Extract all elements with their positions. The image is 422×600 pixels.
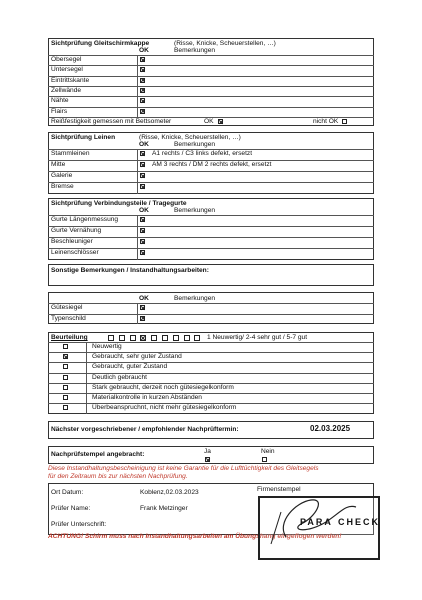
stamp-logo-para: PARA — [300, 517, 333, 527]
assessment-checkbox[interactable] — [63, 354, 68, 359]
ok-checkbox[interactable] — [140, 228, 145, 233]
remarks-header: Bemerkungen — [174, 295, 216, 302]
ok-checkbox[interactable] — [140, 98, 145, 103]
disclaimer-line-2: für den Zeitraum bis zur nächsten Nachprüfung. — [48, 473, 188, 480]
strength-label: Reißfestigkeit gemessen mit Bettsometer — [51, 118, 172, 125]
no-label: Nein — [261, 448, 275, 455]
strength-notok-checkbox[interactable] — [342, 119, 347, 124]
strength-ok-label: OK — [204, 118, 214, 125]
inspector-label: Prüfer Name: — [51, 505, 91, 512]
ok-checkbox[interactable] — [140, 78, 145, 83]
assessment-checkbox[interactable] — [63, 385, 68, 390]
row-label: Zellwände — [51, 86, 82, 94]
yes-label: Ja — [204, 448, 211, 455]
next-inspection-label: Nächster vorgeschriebener / empfohlender Nachprüftermin: — [51, 426, 239, 433]
row-label: Gütesiegel — [51, 304, 83, 311]
scale-checkbox[interactable] — [184, 335, 190, 341]
scale-checkbox[interactable] — [119, 335, 125, 341]
row-label: Galerie — [51, 172, 73, 179]
assessment-label: Materialkontrolle in kurzen Abständen — [92, 394, 202, 401]
section-risers-title: Sichtprüfung Verbindungsteile / Tragegurte — [51, 200, 187, 207]
assessment-checkbox[interactable] — [63, 395, 68, 400]
assessment-label: Gebraucht, sehr guter Zustand — [92, 353, 182, 361]
section-lines-subtitle: (Risse, Knicke, Scheuerstellen, …) — [139, 134, 241, 141]
remarks-header: Bemerkungen — [174, 141, 216, 148]
assessment-checkbox[interactable] — [63, 405, 68, 410]
scale-checkbox[interactable] — [130, 335, 136, 341]
row-label: Untersegel — [51, 66, 83, 74]
ok-checkbox[interactable] — [140, 57, 145, 62]
disclaimer-line-1: Diese Instandhaltungsbescheinigung ist keine Garantie für die Lufttüchtigkeit des Gleitsegels — [48, 465, 319, 472]
ok-checkbox[interactable] — [140, 184, 145, 189]
place-date-value: Koblenz,02.03.2023 — [140, 489, 199, 496]
section-canopy-title: Sichtprüfung Gleitschirmkappe — [51, 40, 150, 47]
ok-checkbox[interactable] — [140, 250, 145, 255]
ok-checkbox[interactable] — [140, 151, 145, 156]
row-label: Beschleuniger — [51, 238, 93, 245]
row-label: Obersegel — [51, 56, 82, 63]
ok-checkbox[interactable] — [140, 173, 145, 178]
next-inspection-date: 02.03.2025 — [310, 424, 351, 433]
remarks-header: Bemerkungen — [174, 47, 216, 54]
ok-header: OK — [139, 295, 149, 302]
scale-checkbox[interactable] — [151, 335, 157, 341]
row-remark: AM 3 rechts / DM 2 rechts defekt, ersetzt — [152, 161, 272, 168]
scale-checkbox[interactable] — [173, 335, 179, 341]
scale-checkbox[interactable] — [194, 335, 200, 341]
ok-header: OK — [139, 47, 149, 54]
stamp-logo-check: CHECK — [338, 517, 381, 527]
remarks-header: Bemerkungen — [174, 207, 216, 214]
section-lines-title: Sichtprüfung Leinen — [51, 134, 116, 141]
assessment-checkbox[interactable] — [63, 375, 68, 380]
ok-checkbox[interactable] — [140, 305, 145, 310]
ok-checkbox[interactable] — [140, 109, 145, 114]
ok-checkbox[interactable] — [140, 239, 145, 244]
ok-checkbox[interactable] — [140, 217, 145, 222]
row-label: Nähte — [51, 97, 69, 105]
ok-header: OK — [139, 141, 149, 148]
other-remarks-title: Sonstige Bemerkungen / Instandhaltungsarbeiten: — [51, 267, 209, 274]
assessment-label: Neuwertig — [92, 343, 122, 350]
company-stamp-label: Firmenstempel — [257, 486, 301, 493]
warning-text: ACHTUNG! Schirm muss nach Instandhaltungsarbeiten am Übungshang eingeflogen werden! — [48, 533, 342, 540]
row-label: Mitte — [51, 161, 66, 168]
row-label: Gurte Vernähung — [51, 227, 102, 234]
assessment-label: Gebraucht, guter Zustand — [92, 363, 168, 371]
row-label: Bremse — [51, 183, 74, 190]
assessment-title: Beurteilung — [51, 334, 88, 341]
ok-checkbox[interactable] — [140, 88, 145, 93]
stamp-applied-label: Nachprüfstempel angebracht: — [51, 451, 145, 458]
row-label: Leinenschlösser — [51, 249, 99, 256]
yes-checkbox[interactable] — [205, 457, 210, 462]
signature-label: Prüfer Unterschrift: — [51, 521, 107, 528]
row-label: Stammleinen — [51, 150, 90, 157]
assessment-label: Stark gebraucht, derzeit noch gütesiegelkonform — [92, 383, 234, 391]
row-remark: A1 rechts / C3 links defekt, ersetzt — [152, 150, 253, 157]
ok-checkbox[interactable] — [140, 316, 145, 321]
inspector-value: Frank Metzinger — [140, 505, 188, 512]
assessment-checkbox[interactable] — [63, 364, 68, 369]
ok-header: OK — [139, 207, 149, 214]
row-label: Gurte Längenmessung — [51, 216, 119, 223]
ok-checkbox[interactable] — [140, 67, 145, 72]
place-date-label: Ort Datum: — [51, 489, 84, 496]
assessment-scale: 1 Neuwertig/ 2-4 sehr gut / 5-7 gut — [207, 334, 308, 341]
assessment-checkbox[interactable] — [63, 344, 68, 349]
scale-checkbox[interactable] — [162, 335, 168, 341]
scale-checkbox[interactable] — [140, 335, 146, 341]
scale-checkbox[interactable] — [108, 335, 114, 341]
row-label: Typenschild — [51, 314, 86, 322]
row-label: Eintrittskante — [51, 76, 90, 84]
strength-ok-checkbox[interactable] — [218, 119, 223, 124]
section-canopy-subtitle: (Risse, Knicke, Scheuerstellen, …) — [174, 40, 276, 47]
strength-notok-label: nicht OK — [313, 118, 339, 125]
assessment-label: Überbeanspruchnt, nicht mehr gütesiegelkonform — [92, 404, 237, 412]
row-label: Flairs — [51, 107, 68, 115]
ok-checkbox[interactable] — [140, 162, 145, 167]
no-checkbox[interactable] — [262, 457, 267, 462]
assessment-label: Deutlich gebraucht — [92, 373, 147, 381]
